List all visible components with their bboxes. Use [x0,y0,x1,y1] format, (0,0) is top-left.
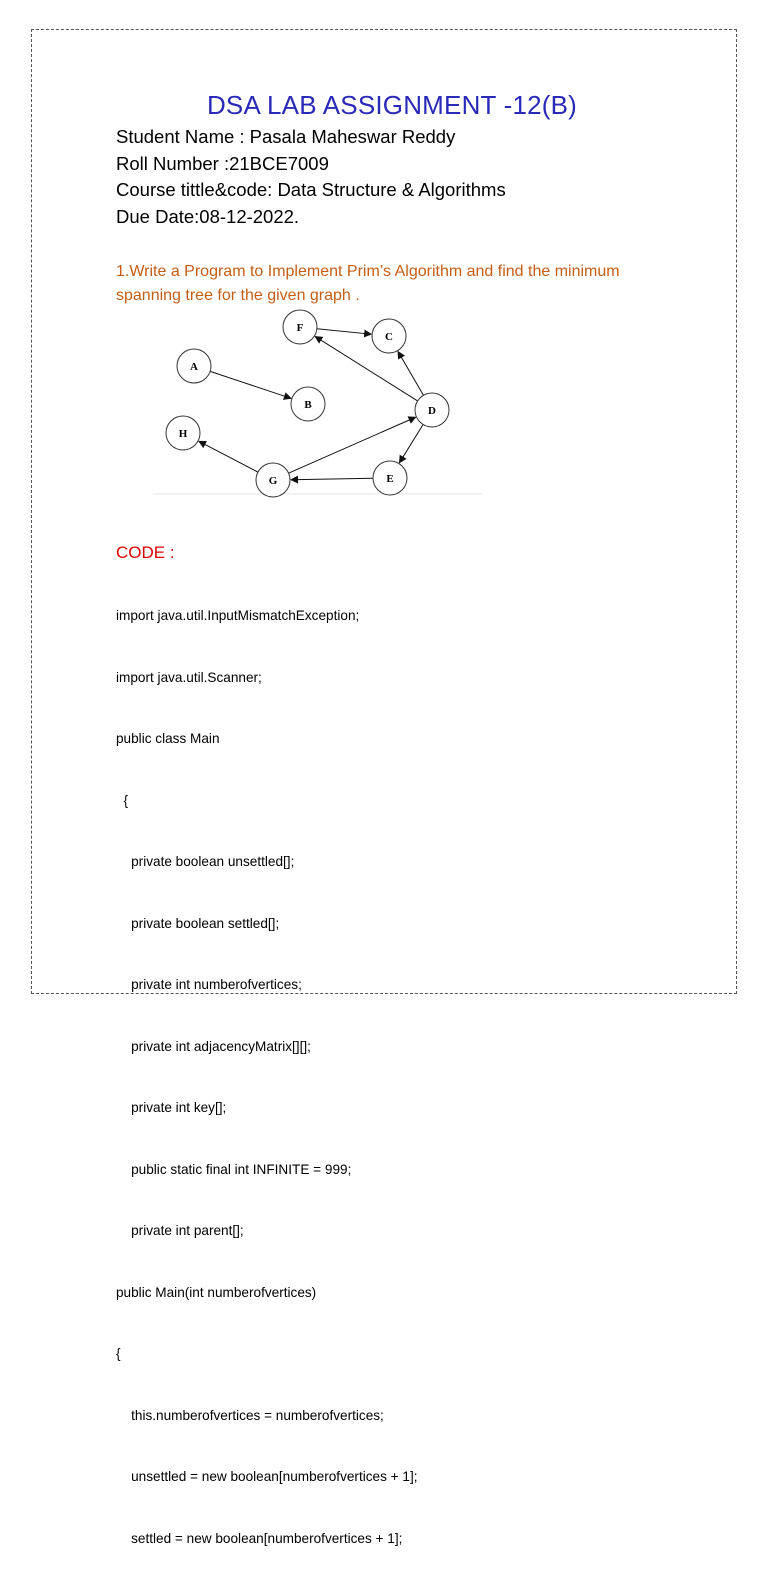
code-line: import java.util.InputMismatchException; [116,608,360,623]
code-line: private int parent[]; [116,1223,244,1238]
code-line: { [116,1346,121,1361]
question-text: 1.Write a Program to Implement Prim’s Algorithm and find the minimum spanning tree for the given graph . [116,263,620,304]
graph-node-label: D [428,405,436,417]
graph-edge-a-b [210,371,291,398]
code-line: public class Main [116,731,220,746]
code-line: settled = new boolean[numberofvertices + 1]; [116,1530,403,1546]
code-line: public Main(int numberofvertices) [116,1284,317,1300]
graph-node-label: G [268,475,278,487]
code-line: private int numberofvertices; [116,977,302,992]
graph-edge-g-h [199,441,258,472]
code-line: private boolean unsettled[]; [116,854,295,869]
course-title: Course tittle&code: Data Structure & Algorithms [116,179,506,200]
code-block [116,565,418,1570]
graph-edge-e-g [291,478,373,479]
code-line: import java.util.Scanner; [116,669,262,685]
code-line: { [116,792,129,808]
graph-edge-f-c [317,329,371,334]
code-heading: CODE : [116,543,175,562]
graph-edge-d-e [399,424,423,462]
code-line: public static final int INFINITE = 999; [116,1161,352,1177]
graph-node-label: E [386,473,394,485]
graph-node-label: H [178,428,188,440]
roll-number: Roll Number :21BCE7009 [116,152,329,174]
graph-diagram [150,305,490,500]
graph-node-label: F [296,322,304,334]
code-line: private int key[]; [116,1100,227,1115]
graph-edge-d-c [398,352,423,396]
code-line: unsettled = new boolean[numberofvertices + 1]; [116,1469,418,1484]
student-info [116,124,506,230]
code-line: private boolean settled[]; [116,915,280,931]
code-line: this.numberofvertices = numberofvertices; [116,1407,384,1423]
graph-node-label: A [190,361,198,373]
code-line: private int adjacencyMatrix[][]; [116,1038,311,1054]
graph-node-label: C [385,331,393,343]
page-title: DSA LAB ASSIGNMENT -12(B) [206,90,578,120]
student-name: Student Name : Pasala Maheswar Reddy [116,126,456,147]
graph-node-label: B [304,399,312,411]
due-date: Due Date:08-12-2022. [116,205,300,227]
